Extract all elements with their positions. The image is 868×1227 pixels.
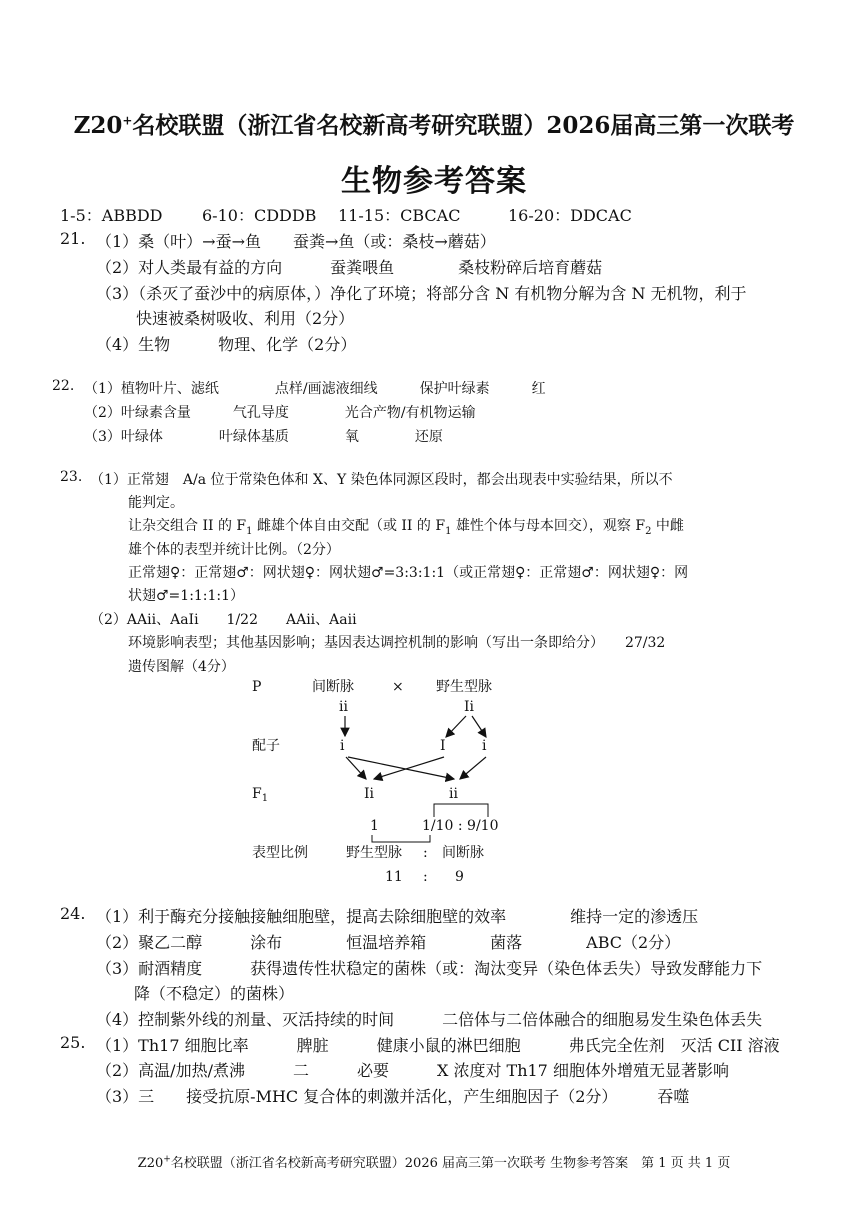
q23-part2: （2）AAii、AaIi 1/22 AAii、Aaii <box>90 612 357 628</box>
ratio-bracket-bottom <box>372 835 430 842</box>
mc-answers-6-10: 6-10：CDDDB <box>202 206 317 225</box>
diagram-phenotype2: 间断脉 <box>442 845 484 861</box>
diagram-parent1: 间断脉 <box>312 679 354 695</box>
q24-part2: （2）聚乙二醇 涂布 恒温培养箱 菌落 ABC（2分） <box>96 933 681 952</box>
mc-answers-11-15: 11-15：CBCAC <box>338 206 461 225</box>
arrow-I-to-Ii <box>374 757 444 779</box>
diagram-gamete2: I <box>440 738 446 754</box>
page-footer: Z20+名校联盟（浙江省名校新高考研究联盟）2026 届高三第一次联考 生物参考答案 第 1 页 共 1 页 <box>137 1154 731 1171</box>
q21-part4: （4）生物 物理、化学（2分） <box>96 335 357 354</box>
q23-number: 23. <box>60 469 83 485</box>
q25-part1: （1）Th17 细胞比率 脾脏 健康小鼠的淋巴细胞 弗氏完全佐剂 灭活 CII 溶液 <box>96 1036 780 1055</box>
diagram-genotype1: ii <box>339 699 348 715</box>
q24-part3-cont: 降（不稳定）的菌株） <box>134 984 295 1003</box>
mc-answers-1-5: 1-5：ABBDD <box>60 206 163 225</box>
q22-number: 22. <box>52 378 75 394</box>
q21-part1: （1）桑（叶）→蚕→鱼 蚕粪→鱼（或：桑枝→蘑菇） <box>96 232 496 251</box>
q24-part4: （4）控制紫外线的剂量、灭活持续的时间 二倍体与二倍体融合的细胞易发生染色体丢失 <box>96 1010 763 1029</box>
diagram-offspring1: Ii <box>364 786 375 802</box>
diagram-number1: 11 <box>385 869 403 885</box>
arrow-i2-to-ii <box>460 757 486 779</box>
diagram-phenotype-label: 表型比例 <box>252 845 308 861</box>
q23-part1-method: 让杂交组合 II 的 $F_1$ 雌雄个体自由交配（或 II 的 $F_1$ 雄性个体与母本回交），观察 $F_2$ 中雌 <box>128 518 684 537</box>
arrow-p2-gamete-I <box>446 716 466 737</box>
q23-part1-method-cont: 雄个体的表型并统计比例。（2分） <box>128 542 340 558</box>
diagram-offspring2: ii <box>449 786 458 802</box>
q25-part2: （2）高温/加热/煮沸 二 必要 X 浓度对 Th17 细胞体外增殖无显著影响 <box>96 1061 729 1080</box>
q21-part2: （2）对人类最有益的方向 蚕粪喂鱼 桑枝粉碎后培育蘑菇 <box>96 258 603 277</box>
q21-number: 21. <box>60 229 86 248</box>
page-subtitle: 生物参考答案 <box>341 164 527 199</box>
q22-part3: （3）叶绿体 叶绿体基质 氧 还原 <box>84 429 443 445</box>
diagram-gamete1: i <box>340 738 345 754</box>
diagram-ratio2: 1/10 : 9/10 <box>422 818 499 834</box>
diagram-phenotype1: 野生型脉 <box>346 845 402 861</box>
diagram-cross-sign: × <box>392 679 404 695</box>
q22-part2: （2）叶绿素含量 气孔导度 光合产物/有机物运输 <box>84 405 476 421</box>
diagram-f1-label: $F_1$ <box>252 786 269 804</box>
q23-part1-result-cont: 状翅♂=1:1:1:1） <box>128 588 245 604</box>
diagram-gamete-label: 配子 <box>252 738 280 754</box>
q24-part1: （1）利于酶充分接触接触细胞壁，提高去除细胞壁的效率 维持一定的渗透压 <box>96 907 699 926</box>
diagram-colon: : <box>423 845 428 861</box>
q23-part1-result: 正常翅♀：正常翅♂：网状翅♀：网状翅♂=3:3:1:1（或正常翅♀：正常翅♂：网状翅♀：网 <box>128 565 689 581</box>
q23-part2-diagram-label: 遗传图解（4分） <box>128 659 235 675</box>
diagram-parent2: 野生型脉 <box>436 679 492 695</box>
mc-answers-16-20: 16-20：DDCAC <box>508 206 632 225</box>
q24-number: 24. <box>60 904 86 923</box>
q23-part1: （1）正常翅 A/a 位于常染色体和 X、Y 染色体同源区段时，都会出现表中实验结果，所以不 <box>90 472 673 488</box>
diagram-p-label: P <box>252 679 262 695</box>
q23-part1-cont: 能判定。 <box>128 495 184 511</box>
q23-part2-reason: 环境影响表型；其他基因影响；基因表达调控机制的影响（写出一条即给分） 27/32 <box>128 635 666 651</box>
q24-part3: （3）耐酒精度 获得遗传性状稳定的菌株（或：淘汰变异（染色体丢失）导致发酵能力下 <box>96 959 763 978</box>
ratio-bracket-top <box>434 804 488 817</box>
q25-number: 25. <box>60 1033 86 1052</box>
page-title: Z20+名校联盟（浙江省名校新高考研究联盟）2026届高三第一次联考 <box>73 112 795 139</box>
q22-part1: （1）植物叶片、滤纸 点样/画滤液细线 保护叶绿素 红 <box>84 381 546 397</box>
diagram-colon2: : <box>423 869 428 885</box>
arrow-p2-gamete-i <box>472 716 486 737</box>
q25-part3: （3）三 接受抗原-MHC 复合体的刺激并活化，产生细胞因子（2分） 吞噬 <box>96 1087 690 1106</box>
diagram-number2: 9 <box>455 869 464 885</box>
diagram-gamete3: i <box>482 738 487 754</box>
diagram-ratio1: 1 <box>370 818 379 834</box>
q21-part3: （3）（杀灭了蚕沙中的病原体，）净化了环境；将部分含 N 有机物分解为含 N 无机物，利于 <box>96 284 747 303</box>
diagram-genotype2: Ii <box>464 699 475 715</box>
arrow-i-to-ii <box>348 757 454 779</box>
q21-part3-cont: 快速被桑树吸收、利用（2分） <box>136 309 355 328</box>
